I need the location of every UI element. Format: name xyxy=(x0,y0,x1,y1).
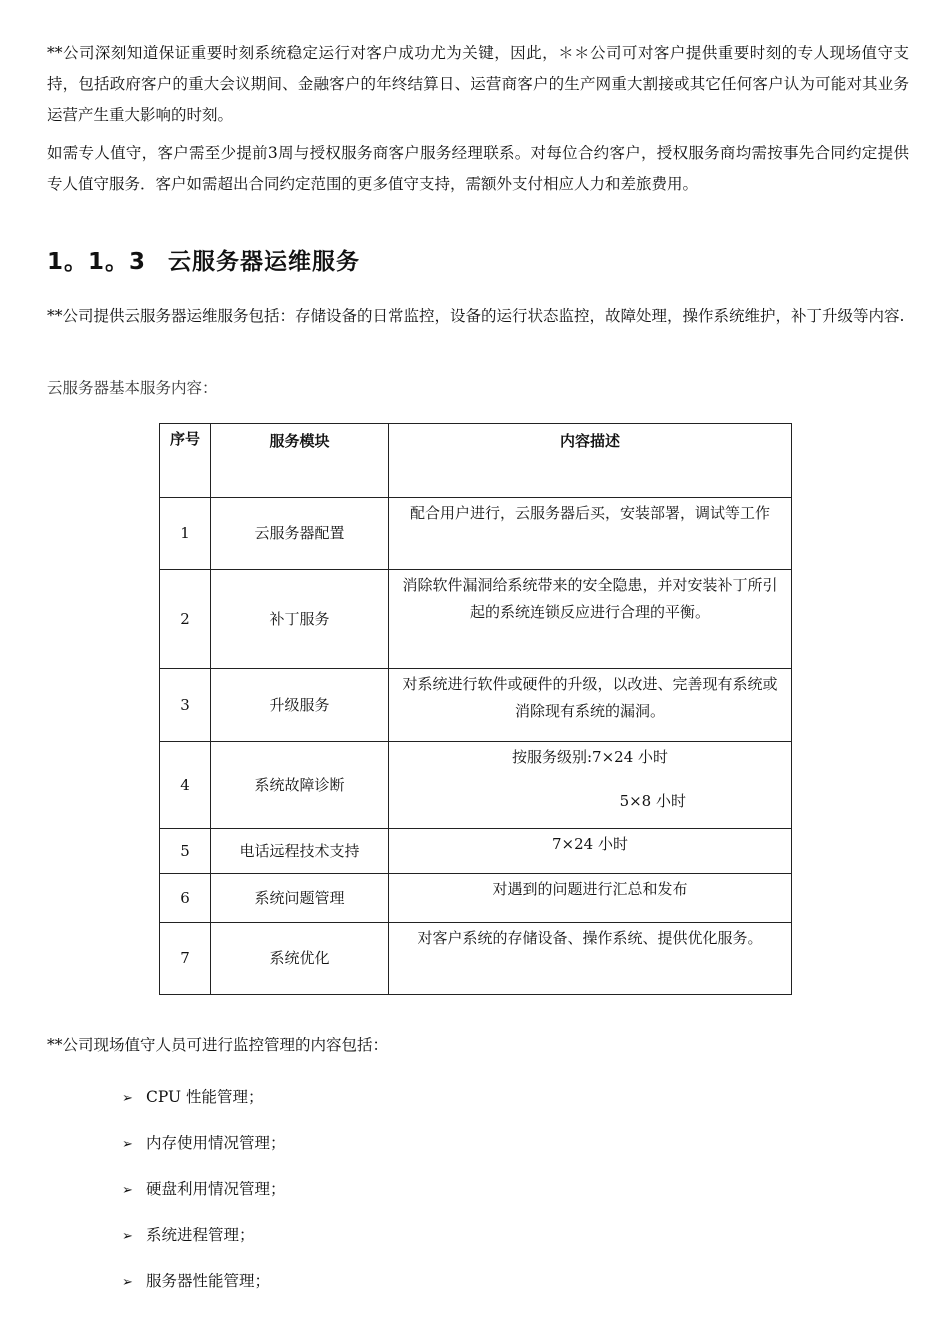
cell-seq: 6 xyxy=(160,874,211,923)
cell-module: 升级服务 xyxy=(211,669,389,742)
cell-module: 补丁服务 xyxy=(211,570,389,669)
cell-seq: 4 xyxy=(160,742,211,829)
table-caption: 云服务器基本服务内容： xyxy=(47,379,218,397)
header-desc: 内容描述 xyxy=(389,424,792,498)
arrow-bullet-icon: ➢ xyxy=(122,1137,133,1152)
table-header-row xyxy=(160,424,792,498)
list-item: ➢ 系统进程管理； xyxy=(122,1212,286,1258)
cell-module: 电话远程技术支持 xyxy=(211,829,389,874)
cell-seq: 3 xyxy=(160,669,211,742)
cell-module: 系统故障诊断 xyxy=(211,742,389,829)
desc-line-1: 按服务级别:7×24 小时 xyxy=(511,748,669,766)
list-item: ➢ 服务器性能管理； xyxy=(122,1258,286,1304)
cell-desc: 消除软件漏洞给系统带来的安全隐患，并对安装补丁所引起的系统连锁反应进行合理的平衡。 xyxy=(389,570,792,669)
cell-desc: 配合用户进行，云服务器后买，安装部署，调试等工作 xyxy=(389,498,792,570)
cell-module: 系统问题管理 xyxy=(211,874,389,923)
table-row xyxy=(160,570,792,669)
paragraph-monitoring: **公司现场值守人员可进行监控管理的内容包括： xyxy=(47,1036,389,1054)
cell-desc xyxy=(389,742,792,829)
cell-seq: 2 xyxy=(160,570,211,669)
desc-line-2: 5×8 小时 xyxy=(619,792,686,810)
table-row xyxy=(160,669,792,742)
list-item: ➢ CPU 性能管理； xyxy=(122,1074,286,1120)
paragraph-onsite-request: 如需专人值守，客户需至少提前3周与授权服务商客户服务经理联系。对每位合约客户，授权服务商均需按事先合同约定提供专人值守服务．客户如需超出合同约定范围的更多值守支持，需额外支付相应人力和差旅费用。 xyxy=(47,144,909,193)
cell-desc: 7×24 小时 xyxy=(389,829,792,874)
table-row xyxy=(160,742,792,829)
list-item: ➢ 硬盘利用情况管理； xyxy=(122,1166,286,1212)
table-row xyxy=(160,874,792,923)
header-module: 服务模块 xyxy=(211,424,389,498)
section-number: 1。1。3 xyxy=(47,249,147,275)
table-row xyxy=(160,498,792,570)
header-seq: 序号 xyxy=(160,424,211,498)
paragraph-onsite-support: **公司深刻知道保证重要时刻系统稳定运行对客户成功尤为关键，因此，＊＊公司可对客户提供重要时刻的专人现场值守支持，包括政府客户的重大会议期间、金融客户的年终结算日、运营商客户的生产网重大割接或其它任何客户认为可能对其业务运营产生重大影响的时刻。 xyxy=(47,44,909,124)
table-row xyxy=(160,829,792,874)
arrow-bullet-icon: ➢ xyxy=(122,1275,133,1290)
cell-desc: 对系统进行软件或硬件的升级，以改进、完善现有系统或消除现有系统的漏洞。 xyxy=(389,669,792,742)
cell-module: 系统优化 xyxy=(211,923,389,995)
cell-desc: 对遇到的问题进行汇总和发布 xyxy=(389,874,792,923)
arrow-bullet-icon: ➢ xyxy=(122,1229,133,1244)
cell-seq: 5 xyxy=(160,829,211,874)
paragraph-cloud-ops: **公司提供云服务器运维服务包括：存储设备的日常监控，设备的运行状态监控，故障处理，操作系统维护，补丁升级等内容. xyxy=(47,307,905,325)
arrow-bullet-icon: ➢ xyxy=(122,1091,133,1106)
arrow-bullet-icon: ➢ xyxy=(122,1183,133,1198)
cell-seq: 1 xyxy=(160,498,211,570)
cell-desc: 对客户系统的存储设备、操作系统、提供优化服务。 xyxy=(389,923,792,995)
cell-module: 云服务器配置 xyxy=(211,498,389,570)
cell-seq: 7 xyxy=(160,923,211,995)
table-row xyxy=(160,923,792,995)
service-table xyxy=(159,423,792,995)
monitoring-list xyxy=(122,1074,286,1304)
section-title: 云服务器运维服务 xyxy=(168,249,361,275)
section-heading xyxy=(47,242,360,282)
list-item: ➢ 内存使用情况管理； xyxy=(122,1120,286,1166)
